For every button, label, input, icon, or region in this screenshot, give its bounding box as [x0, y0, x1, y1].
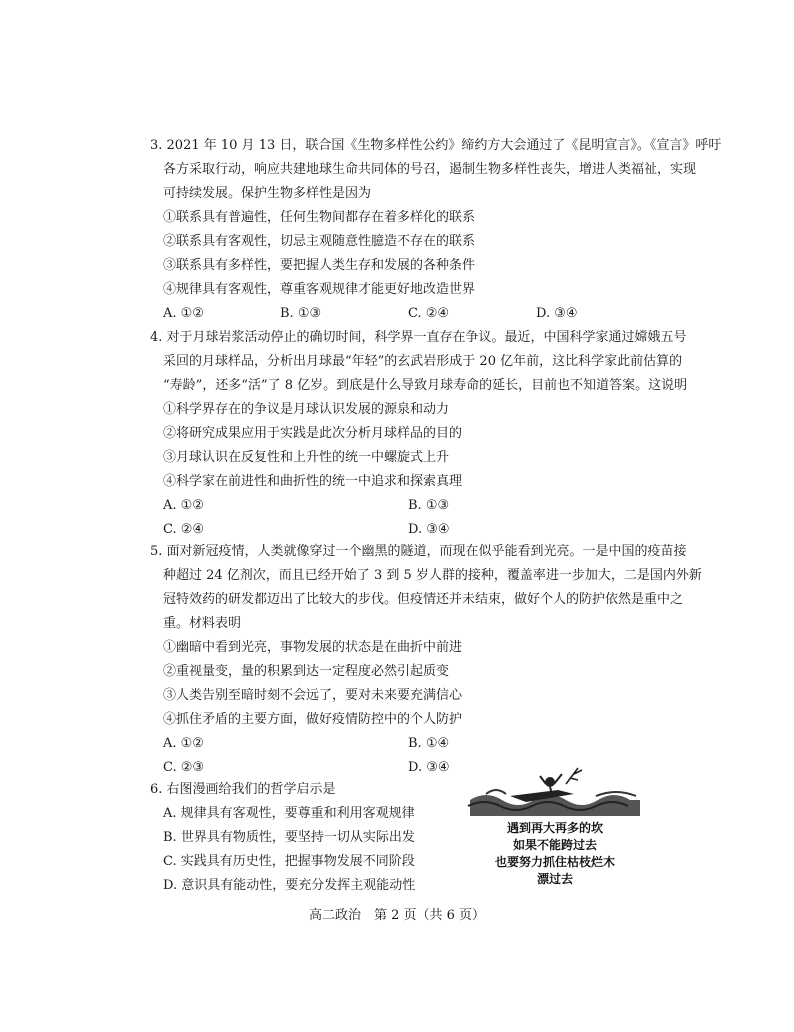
cartoon-caption-line: 遇到再大再多的坎 [506, 821, 603, 835]
question-4-statement: ①科学界存在的争议是月球认识发展的源泉和动力 [163, 402, 450, 417]
question-4-statement: ②将研究成果应用于实践是此次分析月球样品的目的 [163, 426, 463, 441]
choice-c[interactable]: C. ②④ [163, 522, 205, 537]
question-5 [150, 540, 702, 780]
question-6 [150, 778, 450, 898]
question-5-stem-line: 种超过 24 亿剂次，而且已经开始了 3 到 5 岁人群的接种，覆盖率进一步加大，二是国内外新 [163, 568, 702, 583]
question-5-statement: ②重视量变，量的积累到达一定程度必然引起质变 [163, 664, 450, 679]
question-5-stem-line: 5. 面对新冠疫情，人类就像穿过一个幽黑的隧道，而现在似乎能看到光亮。一是中国的疫苗接 [150, 544, 687, 559]
choice-d[interactable]: D. ③④ [536, 306, 578, 321]
choice-d[interactable]: D. 意识具有能动性，要充分发挥主观能动性 [163, 878, 416, 893]
choice-a[interactable]: A. ①② [163, 498, 204, 513]
question-5-statement: ①幽暗中看到光亮，事物发展的状态是在曲折中前进 [163, 640, 463, 655]
question-4-stem-line: 4. 对于月球岩浆活动停止的确切时间，科学界一直存在争议。最近，中国科学家通过嫦娥五号 [150, 330, 687, 345]
page-footer: 高二政治 第 2 页（共 6 页） [308, 908, 486, 923]
cartoon-caption-line: 如果不能跨过去 [512, 838, 597, 852]
cartoon-drawing [466, 760, 644, 820]
question-5-stem-line: 冠特效药的研发都迈出了比较大的步伐。但疫情还并未结束，做好个人的防护依然是重中之 [163, 592, 684, 607]
choice-a[interactable]: A. ①② [163, 306, 204, 321]
question-5-choices-row1 [150, 732, 670, 756]
question-4-choices-row1 [150, 494, 670, 518]
question-6-stem-line: 6. 右图漫画给我们的哲学启示是 [150, 782, 336, 797]
question-4-choices-row2 [150, 518, 670, 542]
question-5-stem-line: 重。材料表明 [163, 616, 242, 631]
question-3-statement: ②联系具有客观性，切忌主观随意性臆造不存在的联系 [163, 234, 476, 249]
question-3-stem-line: 可持续发展。保护生物多样性是因为 [163, 186, 372, 201]
choice-b[interactable]: B. ①③ [408, 498, 450, 513]
question-3-stem-line: 3. 2021 年 10 月 13 日，联合国《生物多样性公约》缔约方大会通过了《昆明宣言》。《宣言》呼吁 [150, 138, 722, 153]
question-3-statement: ③联系具有多样性，要把握人类生存和发展的各种条件 [163, 258, 476, 273]
choice-b[interactable]: B. ①④ [408, 736, 450, 751]
question-4-statement: ③月球认识在反复性和上升性的统一中螺旋式上升 [163, 450, 450, 465]
question-3-statement: ①联系具有普遍性，任何生物间都存在着多样化的联系 [163, 210, 476, 225]
question-3-choices [150, 302, 670, 326]
choice-b[interactable]: B. ①③ [280, 306, 322, 321]
choice-c[interactable]: C. ②③ [163, 760, 205, 775]
question-4-statement: ④科学家在前进性和曲折性的统一中追求和探索真理 [163, 474, 463, 489]
cartoon-caption-line: 也要努力抓住枯枝烂木 [494, 855, 615, 869]
choice-c[interactable]: C. 实践具有历史性，把握事物发展不同阶段 [163, 854, 415, 869]
choice-a[interactable]: A. 规律具有客观性，要尊重和利用客观规律 [163, 806, 415, 821]
cartoon-caption-line: 漂过去 [536, 872, 573, 886]
cartoon-image [466, 760, 644, 890]
choice-b[interactable]: B. 世界具有物质性，要坚持一切从实际出发 [163, 830, 415, 845]
choice-d[interactable]: D. ③④ [408, 760, 450, 775]
question-5-statement: ④抓住矛盾的主要方面，做好疫情防控中的个人防护 [163, 712, 463, 727]
question-4-stem-line: “寿龄”，还多“活”了 8 亿岁。到底是什么导致月球寿命的延长，目前也不知道答案。这说明 [163, 378, 688, 393]
question-5-statement: ③人类告别至暗时刻不会远了，要对未来要充满信心 [163, 688, 463, 703]
choice-c[interactable]: C. ②④ [408, 306, 450, 321]
question-4-stem-line: 采回的月球样品，分析出月球最“年轻”的玄武岩形成于 20 亿年前，这比科学家此前估算的 [163, 354, 683, 369]
question-3-statement: ④规律具有客观性，尊重客观规律才能更好地改造世界 [163, 282, 476, 297]
cartoon-caption [466, 820, 644, 888]
question-3 [150, 134, 722, 326]
choice-d[interactable]: D. ③④ [408, 522, 450, 537]
question-3-stem-line: 各方采取行动，响应共建地球生命共同体的号召，遏制生物多样性丧失，增进人类福祉，实现 [163, 162, 697, 177]
question-4 [150, 326, 688, 542]
choice-a[interactable]: A. ①② [163, 736, 204, 751]
